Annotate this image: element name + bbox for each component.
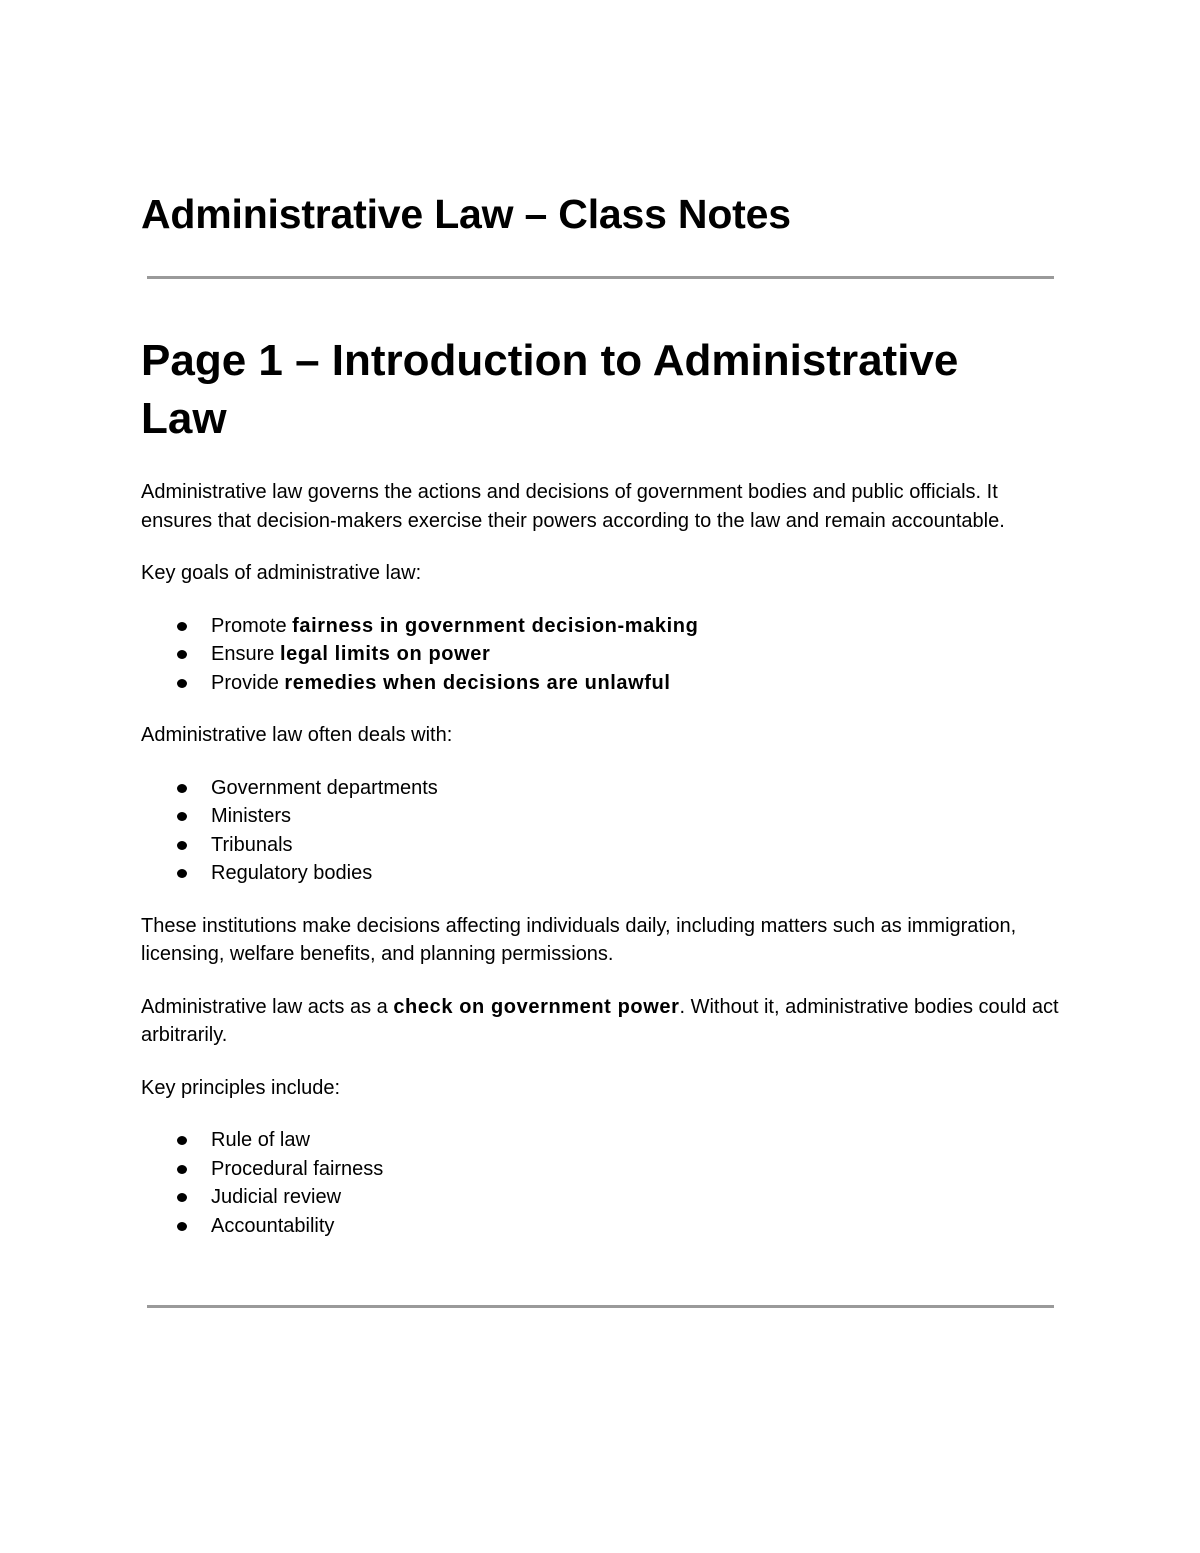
list-item-text: Procedural fairness <box>211 1157 384 1180</box>
list-item-prefix: Ensure <box>211 643 280 665</box>
list-item-bold: fairness in government decision-making <box>292 614 699 637</box>
bullet-icon <box>177 1193 187 1202</box>
intro-paragraph: Administrative law governs the actions and decisions of government bodies and public officials. It ensures that decision-makers exercise their powers according to the law and remain accountable. <box>141 481 1005 532</box>
list-item-text: Accountability <box>211 1214 335 1237</box>
bullet-icon <box>177 1165 187 1174</box>
list-item-text: Ministers <box>211 805 292 827</box>
list-item <box>141 612 1061 641</box>
bullet-icon <box>177 650 187 659</box>
document-title: Administrative Law – Class Notes <box>141 191 791 237</box>
list-item-text: Rule of law <box>211 1129 310 1151</box>
list-item <box>141 802 1061 831</box>
institutions-paragraph: These institutions make decisions affecting individuals daily, including matters such as immigration, licensing, welfare benefits, and planning permissions. <box>141 914 1017 965</box>
list-item <box>141 1183 1061 1212</box>
list-item-bold: remedies when decisions are unlawful <box>284 671 671 694</box>
principles-intro: Key principles include: <box>141 1076 340 1099</box>
bottom-divider <box>147 1305 1054 1308</box>
check-prefix: Administrative law acts as a <box>141 995 394 1018</box>
bullet-icon <box>177 869 187 878</box>
bullet-icon <box>177 784 187 793</box>
deals-list <box>141 774 1061 888</box>
goals-intro: Key goals of administrative law: <box>141 562 422 584</box>
deals-intro: Administrative law often deals with: <box>141 724 453 746</box>
goals-list <box>141 612 1061 698</box>
list-item-text: Government departments <box>211 776 438 799</box>
top-divider <box>147 276 1054 279</box>
document-body <box>141 478 1061 1264</box>
list-item-text: Judicial review <box>211 1186 342 1208</box>
section-title: Page 1 – Introduction to Administrative Law <box>141 336 959 443</box>
list-item <box>141 1126 1061 1155</box>
list-item <box>141 669 1061 698</box>
bullet-icon <box>177 1136 187 1145</box>
list-item-text: Regulatory bodies <box>211 862 373 884</box>
bullet-icon <box>177 622 187 631</box>
bullet-icon <box>177 1222 187 1231</box>
check-paragraph <box>141 993 1061 1050</box>
bullet-icon <box>177 812 187 821</box>
list-item <box>141 859 1061 888</box>
list-item-prefix: Provide <box>211 671 285 694</box>
list-item-bold: legal limits on power <box>279 643 491 665</box>
principles-list <box>141 1126 1061 1240</box>
list-item <box>141 774 1061 803</box>
list-item <box>141 831 1061 860</box>
list-item-prefix: Promote <box>211 614 293 637</box>
list-item <box>141 640 1061 669</box>
check-suffix: . Without it, administrative bodies could act arbitrarily. <box>141 995 1059 1046</box>
list-item-text: Tribunals <box>211 833 293 856</box>
list-item <box>141 1212 1061 1241</box>
bullet-icon <box>177 841 187 850</box>
list-item <box>141 1155 1061 1184</box>
bullet-icon <box>177 679 187 688</box>
check-bold: check on government power <box>393 995 680 1018</box>
